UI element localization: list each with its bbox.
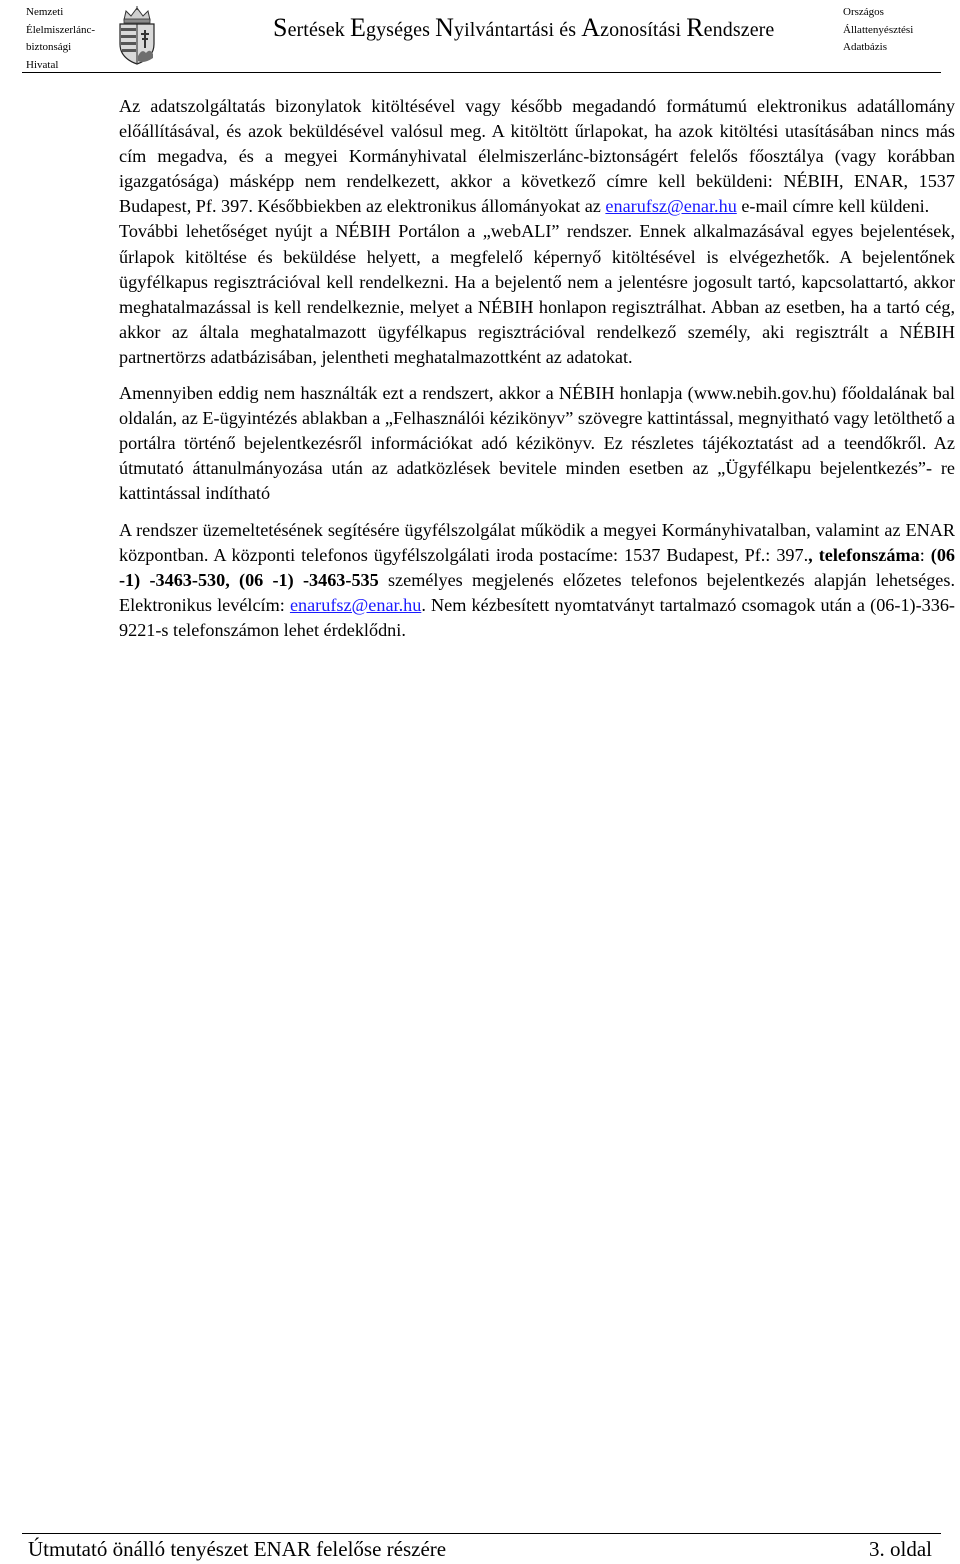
paragraph-text: Az adatszolgáltatás bizonylatok kitöltésével vagy később megadandó formátumú elektronikus adatállomány előállításával, és azok beküldésével valósul meg. A kitöltött űrlapokat, ha azok kitöltési utasításában nincs más cím megadva, és a megyei Kormányhivatal élelmiszerlánc-biztonságért felelős főosztálya (vagy korábban igazgatósága) másképp nem rendelkezett, akkor a következő címre kell beküldeni: NÉBIH, ENAR, 1537 Budapest, Pf. 397. Későbbiekben az elektronikus állományokat az [119,96,955,217]
paragraph-text: e-mail címre kell küldeni. [736,196,930,217]
header-divider [22,72,941,73]
header-left-line: Nemzeti [26,6,64,18]
title-initial: A [581,13,601,42]
title-word: gységes [365,19,436,41]
paragraph-data-submission [119,94,955,219]
page-number: 3. oldal [869,1537,932,1561]
header-agency-name [26,4,95,74]
email-link[interactable]: .hu [714,196,737,217]
title-initial: N [435,13,454,42]
footer-document-title: Útmutató önálló tenyészet ENAR felelőse részére [28,1537,447,1561]
paragraph-text: : [919,544,931,565]
email-link[interactable]: enarufsz@enar [605,196,715,217]
email-link[interactable]: enarufsz@enar.hu [289,594,422,615]
paragraph-text: személyes megjelenés előzetes telefonos bejelentkezés alapján lehetséges. Elektronikus levélcím: [119,569,955,615]
title-word: yilvántartási és [454,19,582,41]
paragraph-text: A rendszer üzemeltetésének segítésére ügyfélszolgálat működik a megyei Kormányhivatalban, valamint az ENAR központban. A központi telefonos ügyfélszolgálati iroda postacíme: 1537 Budapest, Pf.: 397. [119,519,955,565]
header-right-line: Országos [843,6,884,18]
paragraph-text: . Nem kézbesített nyomtatványt tartalmazó csomagok után a (06-1)-336-9221-s telefonszámon lehet érdeklődni. [119,594,955,640]
title-initial: S [273,13,288,42]
title-word: ertések [287,19,350,41]
header-left-line: Hivatal [26,58,59,71]
title-word: endszere [703,19,775,41]
page-header [0,0,960,75]
header-right-line: Adatbázis [843,41,887,53]
title-initial: E [350,13,366,42]
bold-label: , telefonszáma [808,544,920,565]
paragraph-webali: További lehetőséget nyújt a NÉBIH Portálon a „webALI” rendszer. Ennek alkalmazásával egyes bejelentések, űrlapok kitöltése és beküldése helyett, a megfelelő képernyő kitöltésével is elvégezhetők. A bejelentőnek ügyfélkapus regisztrációval kell rendelkezni. Ha a bejelentő nem a jelentésre jogosult tartó, kapcsolattartó, akkor meghatalmazással is kell rendelkeznie, melyet a NÉBIH honlapon regisztrálhat. Abban az esetben, ha a tartó cég, akkor az általa meghatalmazott ügyfélkapus regisztrációval rendelkező személy, aki regisztrált a NÉBIH partnertörzs adatbázisában, jelentheti meghatalmazottként az adatokat. [119,221,955,367]
header-database-name [843,4,913,57]
phone-numbers: (06 -1) -3463-530, (06 -1) -3463-535 [119,544,956,590]
header-left-line: biztonsági [26,41,72,53]
title-initial: R [686,13,704,42]
header-left-line: Élelmiszerlánc- [26,23,96,36]
title-word: zonosítási [600,19,687,41]
paragraph-manual: Amennyiben eddig nem használták ezt a rendszert, akkor a NÉBIH honlapja (www.nebih.gov.hu) főoldalának bal oldalán, az E-ügyintézés ablakban a „Felhasználói kézikönyv” szövegre kattintással, megnyitható vagy letölthető a portálra történő bejelentkezésről információkat adó kézikönyv. Ez részletes tájékoztatást ad a teendőkről. Az útmutató áttanulmányozása után az adatközlések bevitele minden esetben az „Ügyfélkapu bejelentkezés”- re kattintással indítható [119,383,955,504]
hungarian-coat-of-arms-icon [114,6,160,66]
document-body [119,94,955,643]
paragraph-customer-service [119,518,955,643]
footer-divider [22,1533,941,1534]
header-right-line: Állattenyésztési [843,23,914,36]
header-system-title [273,13,774,43]
